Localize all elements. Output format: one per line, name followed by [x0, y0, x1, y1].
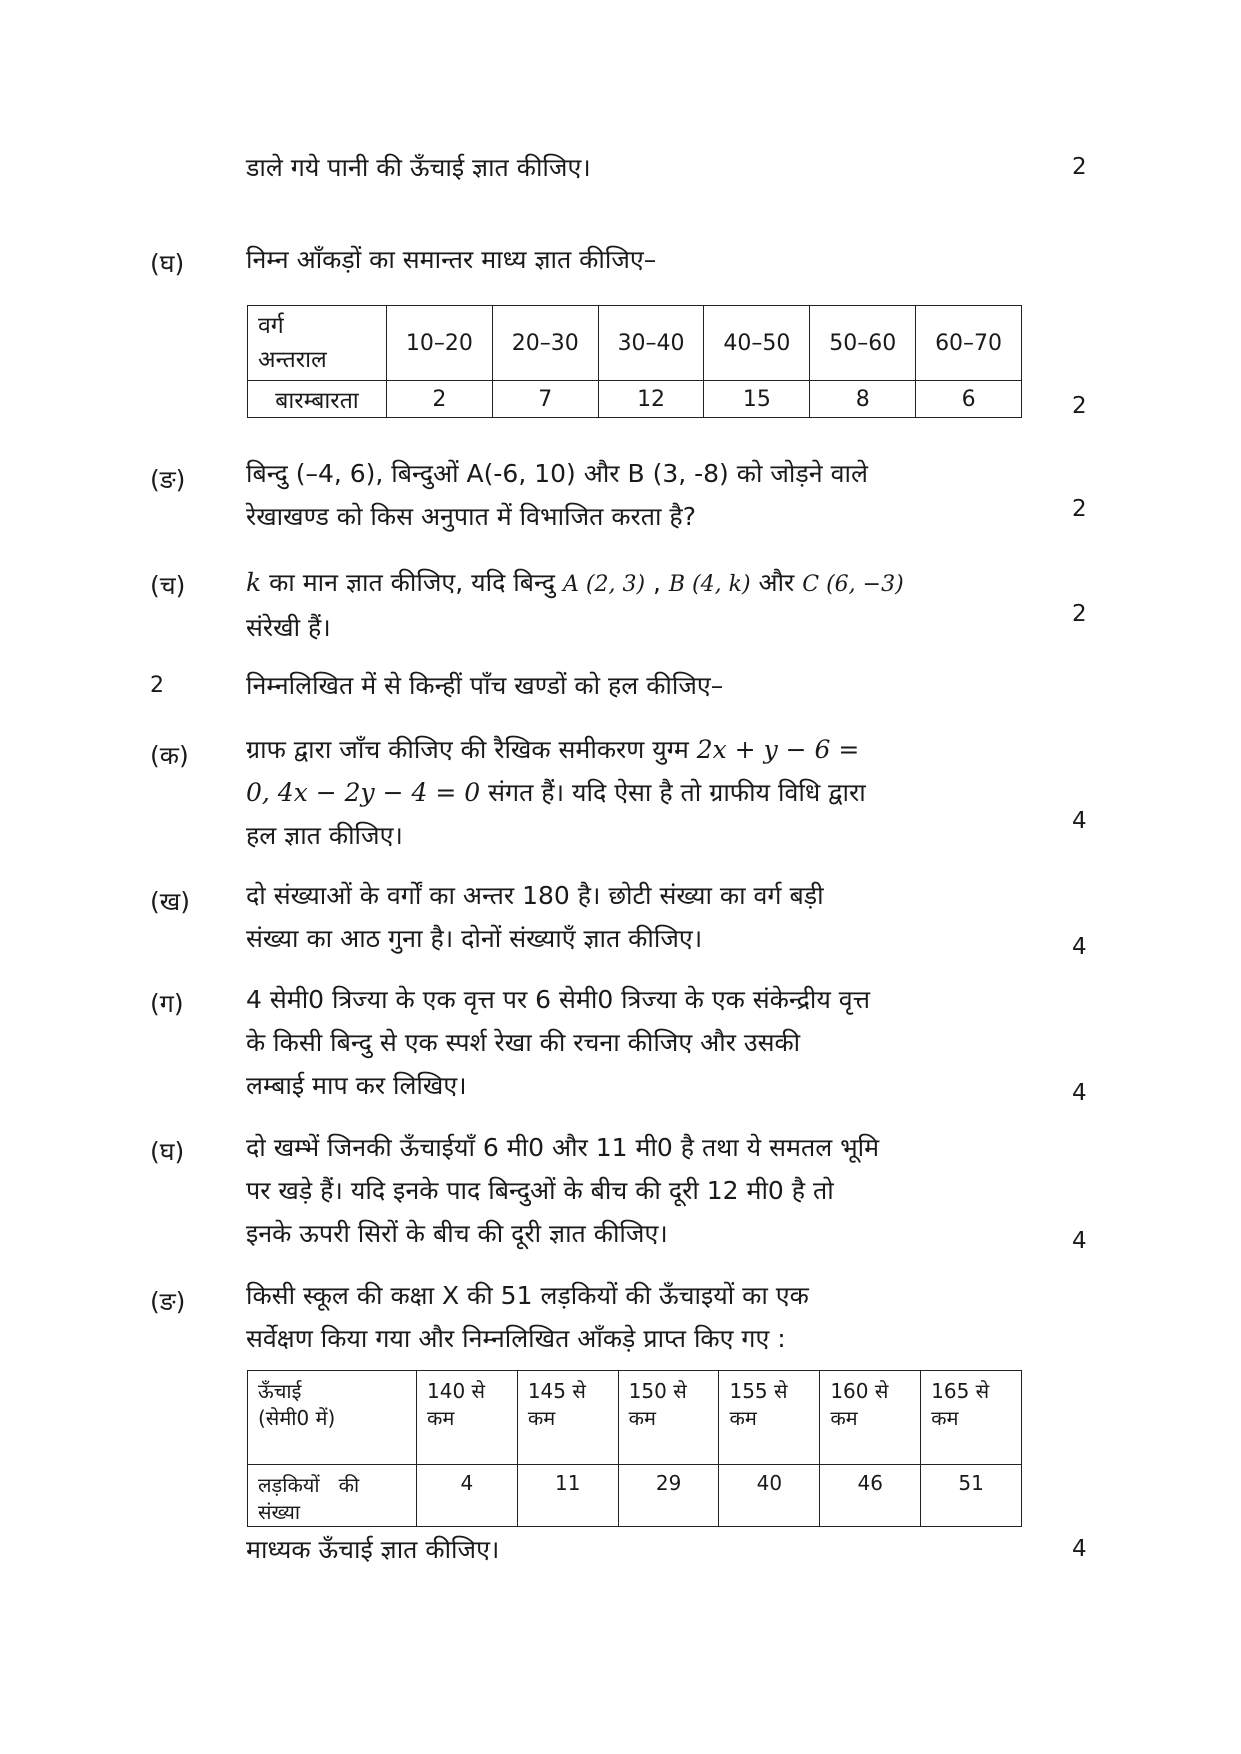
- marks: 2: [1072, 496, 1087, 522]
- marks: 4: [1072, 1536, 1087, 1562]
- marks: 4: [1072, 934, 1087, 960]
- question-label: (ङ): [150, 1287, 186, 1316]
- question-text: दो संख्याओं के वर्गों का अन्तर 180 है। छोटी संख्या का वर्ग बड़ी संख्या का आठ गुना है। दोनों संख्याएँ ज्ञात कीजिए।: [246, 881, 824, 953]
- interval-cell: 20–30: [492, 306, 598, 381]
- question-text: माध्यक ऊँचाई ज्ञात कीजिए।: [246, 1535, 500, 1564]
- question-label: (घ): [150, 249, 185, 278]
- marks: 4: [1072, 1228, 1087, 1254]
- frequency-header: बारम्बारता: [248, 381, 387, 418]
- question-label: (ख): [150, 887, 190, 916]
- count-cell: 29: [618, 1465, 719, 1527]
- count-cell: 46: [820, 1465, 921, 1527]
- frequency-cell: 7: [492, 381, 598, 418]
- count-cell: 11: [517, 1465, 618, 1527]
- interval-cell: 60–70: [916, 306, 1022, 381]
- height-cell: 145 से कम: [517, 1371, 618, 1465]
- question-text: निम्न आँकड़ों का समान्तर माध्य ज्ञात कीजिए–: [246, 245, 657, 274]
- frequency-cell: 15: [704, 381, 810, 418]
- count-cell: 51: [921, 1465, 1022, 1527]
- question-label: (क): [150, 741, 189, 770]
- height-cell: 155 से कम: [719, 1371, 820, 1465]
- count-cell: 40: [719, 1465, 820, 1527]
- interval-cell: 40–50: [704, 306, 810, 381]
- interval-cell: 30–40: [598, 306, 704, 381]
- question-number: 2: [150, 673, 164, 698]
- height-cell: 150 से कम: [618, 1371, 719, 1465]
- frequency-cell: 2: [387, 381, 493, 418]
- interval-cell: 10–20: [387, 306, 493, 381]
- question-text: डाले गये पानी की ऊँचाई ज्ञात कीजिए।: [246, 153, 591, 182]
- question-text: दो खम्भें जिनकी ऊँचाईयाँ 6 मी0 और 11 मी0 है तथा ये समतल भूमि पर खड़े हैं। यदि इनके पाद बिन्दुओं के बीच की दूरी 12 मी0 है तो इनके ऊपरी सिरों के बीच की दूरी ज्ञात कीजिए।: [246, 1133, 880, 1248]
- section-instruction: निम्नलिखित में से किन्हीं पाँच खण्डों को हल कीजिए–: [246, 671, 724, 700]
- question-text: 4 सेमी0 त्रिज्या के एक वृत्त पर 6 सेमी0 त्रिज्या के एक संकेन्द्रीय वृत्त के किसी बिन्दु से एक स्पर्श रेखा की रचना कीजिए और उसकी लम्बाई माप कर लिखिए।: [246, 985, 870, 1100]
- question-label: (ग): [150, 989, 184, 1018]
- marks: 2: [1072, 393, 1087, 419]
- marks: 2: [1072, 601, 1087, 627]
- question-text: ग्राफ द्वारा जाँच कीजिए की रैखिक समीकरण युग्म 2x + y − 6 = 0, 4x − 2y − 4 = 0 संगत हैं। यदि ऐसा है तो ग्राफीय विधि द्वारा हल ज्ञात कीजिए।: [246, 735, 866, 850]
- marks: 4: [1072, 1080, 1087, 1106]
- question-label: (घ): [150, 1137, 185, 1166]
- height-cell: 140 से कम: [417, 1371, 518, 1465]
- question-text: बिन्दु (–4, 6), बिन्दुओं A(-6, 10) और B (3, -8) को जोड़ने वाले रेखाखण्ड को किस अनुपात में विभाजित करता है?: [246, 459, 868, 531]
- girls-count-header: लड़कियों की संख्या: [248, 1465, 417, 1527]
- marks: 2: [1072, 154, 1087, 180]
- frequency-table: [247, 305, 1022, 418]
- count-cell: 4: [417, 1465, 518, 1527]
- marks: 4: [1072, 808, 1087, 834]
- height-header: ऊँचाई (सेमी0 में): [248, 1371, 417, 1465]
- height-cell: 160 से कम: [820, 1371, 921, 1465]
- height-cell: 165 से कम: [921, 1371, 1022, 1465]
- question-text: किसी स्कूल की कक्षा X की 51 लड़कियों की ऊँचाइयों का एक सर्वेक्षण किया गया और निम्नलिखित आँकड़े प्राप्त किए गए :: [246, 1281, 809, 1353]
- question-label: (ङ): [150, 465, 186, 494]
- height-table: [247, 1370, 1022, 1527]
- frequency-cell: 12: [598, 381, 704, 418]
- frequency-cell: 6: [916, 381, 1022, 418]
- question-label: (च): [150, 571, 186, 600]
- frequency-cell: 8: [810, 381, 916, 418]
- question-text: k का मान ज्ञात कीजिए, यदि बिन्दु A (2, 3) , B (4, k) और C (6, −3) संरेखी हैं।: [246, 568, 904, 642]
- interval-cell: 50–60: [810, 306, 916, 381]
- class-interval-header: वर्ग अन्तराल: [248, 306, 387, 381]
